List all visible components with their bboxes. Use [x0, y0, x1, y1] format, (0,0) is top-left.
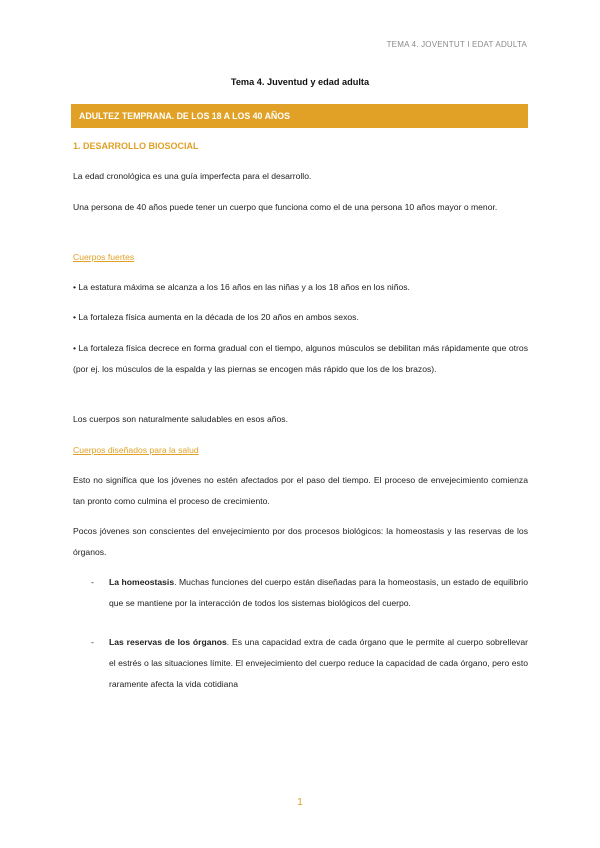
paragraph: Una persona de 40 años puede tener un cuerpo que funciona como el de una persona 10 años mayor o menor.: [73, 202, 498, 212]
paragraph: Esto no significa que los jóvenes no estén afectados por el paso del tiempo. El proceso de envejecimiento comienza tan pronto como culmina el proceso de crecimiento.: [73, 475, 528, 506]
list-text: . Es una capacidad extra de cada órgano que le permite al cuerpo sobrellevar el estrés o las situaciones límite. El envejecimiento del cuerpo reduce la capacidad de cada órgano, pero esto raramente afecta la vida cotidiana: [109, 637, 528, 689]
running-header: TEMA 4. JOVENTUT I EDAT ADULTA: [386, 40, 527, 49]
list-item: [91, 572, 528, 614]
list-term: La homeostasis: [109, 577, 175, 587]
section-banner: ADULTEZ TEMPRANA. DE LOS 18 A LOS 40 AÑOS: [71, 104, 528, 128]
bullet-item: • La estatura máxima se alcanza a los 16 años en las niñas y a los 18 años en los niños.: [73, 282, 410, 292]
paragraph: La edad cronológica es una guía imperfecta para el desarrollo.: [73, 171, 312, 181]
list-dash: -: [91, 577, 94, 587]
paragraph: Pocos jóvenes son conscientes del envejecimiento por dos procesos biológicos: la homeostasis y las reservas de los órganos.: [73, 526, 528, 557]
document-title: Tema 4. Juventud y edad adulta: [230, 77, 370, 87]
subheading-link[interactable]: Cuerpos fuertes: [73, 252, 135, 262]
page-number: 1: [297, 797, 303, 808]
paragraph: Los cuerpos son naturalmente saludables en esos años.: [73, 414, 288, 424]
list-dash: -: [91, 637, 94, 647]
bullet-item: • La fortaleza física aumenta en la década de los 20 años en ambos sexos.: [73, 312, 359, 322]
list-term: Las reservas de los órganos: [109, 637, 227, 647]
list-item: [91, 632, 528, 695]
bullet-item: • La fortaleza física decrece en forma gradual con el tiempo, algunos músculos se debilitan más rápidamente que otros (por ej. los músculos de la espalda y las piernas se encogen más rápido que los de los brazos).: [73, 343, 528, 374]
list-text: . Muchas funciones del cuerpo están diseñadas para la homeostasis, un estado de equilibrio que se mantiene por la interacción de todos los sistemas biológicos del cuerpo.: [109, 577, 528, 608]
subheading-link[interactable]: Cuerpos diseñados para la salud: [73, 445, 199, 455]
section-heading: 1. DESARROLLO BIOSOCIAL: [73, 141, 199, 151]
